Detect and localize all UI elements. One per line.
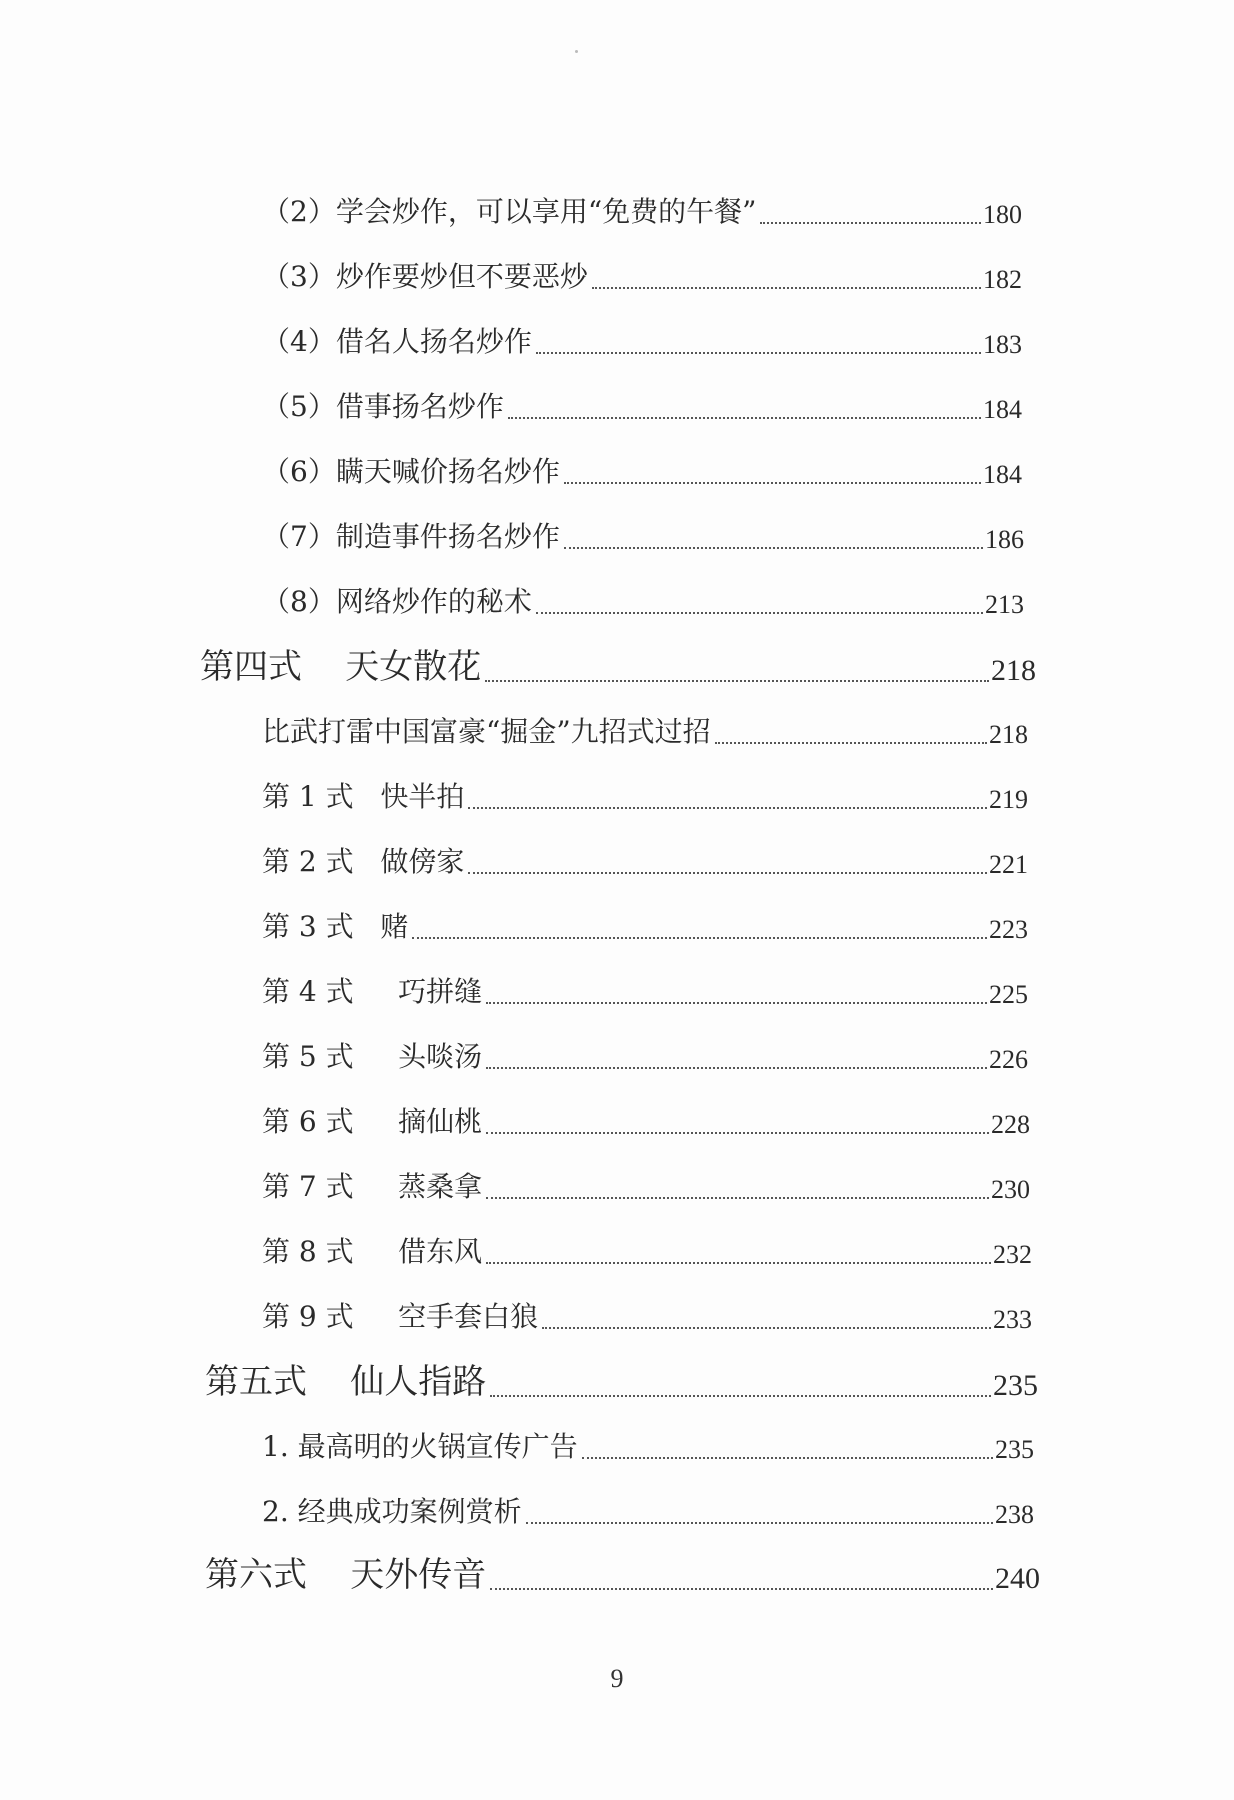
dot-leader xyxy=(490,1395,991,1397)
toc-entry-page: 184 xyxy=(983,460,1022,489)
dot-leader xyxy=(486,1067,987,1069)
toc-entry-title: （3）炒作要炒但不要恶炒 xyxy=(262,260,588,293)
dot-leader xyxy=(536,612,983,614)
dot-leader xyxy=(490,1588,993,1590)
dot-leader xyxy=(486,1132,989,1134)
toc-entry xyxy=(262,580,1024,620)
toc-entry-page: 232 xyxy=(993,1240,1032,1269)
toc-chapter xyxy=(205,1355,1038,1403)
toc-entry-page: 233 xyxy=(993,1305,1032,1334)
toc-entry-title: （2）学会炒作，可以享用“免费的午餐” xyxy=(262,195,757,228)
dot-leader xyxy=(715,742,987,744)
toc-entry-page: 221 xyxy=(989,850,1028,879)
toc-entry xyxy=(262,255,1022,295)
toc-chapter-title: 第五式 仙人指路 xyxy=(205,1362,487,1402)
dot-leader xyxy=(485,680,989,682)
toc-entry xyxy=(262,385,1022,425)
toc-entry xyxy=(262,450,1022,490)
dot-leader xyxy=(526,1522,993,1524)
toc-entry xyxy=(262,840,1028,880)
toc-chapter-title: 第四式 天女散花 xyxy=(200,647,482,687)
toc-entry xyxy=(262,1425,1034,1465)
toc-entry-title: 第 8 式 借东风 xyxy=(262,1235,483,1268)
toc-entry-page: 238 xyxy=(995,1500,1034,1529)
toc-entry-page: 183 xyxy=(983,330,1022,359)
toc-entry-title: 2. 经典成功案例赏析 xyxy=(262,1495,522,1528)
toc-entry-title: （6）瞒天喊价扬名炒作 xyxy=(262,455,560,488)
toc-entry-title: （5）借事扬名炒作 xyxy=(262,390,504,423)
toc-entry xyxy=(262,905,1028,945)
toc-entry xyxy=(262,775,1028,815)
toc-entry xyxy=(262,1230,1032,1270)
toc-entry-title: （8）网络炒作的秘术 xyxy=(262,585,532,618)
toc-entry-page: 230 xyxy=(991,1175,1030,1204)
toc-entry-page: 218 xyxy=(989,720,1028,749)
toc-entry-title: 第 1 式 快半拍 xyxy=(262,780,465,813)
dot-leader xyxy=(468,872,987,874)
toc-chapter xyxy=(200,640,1036,688)
toc-entry-page: 228 xyxy=(991,1110,1030,1139)
toc-entry-title: 1. 最高明的火锅宣传广告 xyxy=(262,1430,578,1463)
toc-entry-title: 第 2 式 做傍家 xyxy=(262,845,465,878)
toc-entry-title: （7）制造事件扬名炒作 xyxy=(262,520,560,553)
dot-leader xyxy=(468,807,987,809)
toc-entry-page: 186 xyxy=(985,525,1024,554)
toc-entry-page: 213 xyxy=(985,590,1024,619)
toc-entry xyxy=(262,1100,1030,1140)
dot-leader xyxy=(542,1327,991,1329)
toc-entry-title: 第 6 式 摘仙桃 xyxy=(262,1105,483,1138)
toc-entry-title: 比武打雷中国富豪“掘金”九招式过招 xyxy=(262,715,711,748)
dot-leader xyxy=(564,482,981,484)
toc-chapter-title: 第六式 天外传音 xyxy=(205,1555,487,1595)
toc-entry xyxy=(262,1490,1034,1530)
toc-entry-title: 第 3 式 赌 xyxy=(262,910,409,943)
dot-leader xyxy=(760,222,981,224)
toc-chapter-page: 235 xyxy=(993,1369,1038,1402)
toc-entry-title: （4）借名人扬名炒作 xyxy=(262,325,532,358)
toc-entry-title: 第 9 式 空手套白狼 xyxy=(262,1300,539,1333)
toc-entry xyxy=(262,190,1022,230)
dot-leader xyxy=(564,547,983,549)
dot-leader xyxy=(582,1457,993,1459)
toc-entry-page: 226 xyxy=(989,1045,1028,1074)
dot-leader xyxy=(486,1002,987,1004)
dot-leader xyxy=(592,287,981,289)
toc-entry-page: 235 xyxy=(995,1435,1034,1464)
dot-leader xyxy=(536,352,981,354)
toc-entry xyxy=(262,1295,1032,1335)
toc-entry xyxy=(262,710,1028,750)
toc-entry xyxy=(262,970,1028,1010)
toc-entry-page: 223 xyxy=(989,915,1028,944)
toc-entry-title: 第 4 式 巧拼缝 xyxy=(262,975,483,1008)
toc-entry xyxy=(262,515,1024,555)
dot-leader xyxy=(486,1262,991,1264)
scan-speck xyxy=(575,50,578,53)
toc-entry xyxy=(262,1165,1030,1205)
dot-leader xyxy=(508,417,981,419)
toc-entry xyxy=(262,1035,1028,1075)
toc-entry-page: 180 xyxy=(983,200,1022,229)
toc-entry-page: 182 xyxy=(983,265,1022,294)
toc-chapter-page: 240 xyxy=(995,1562,1040,1595)
toc-entry xyxy=(262,320,1022,360)
toc-entry-title: 第 7 式 蒸桑拿 xyxy=(262,1170,483,1203)
dot-leader xyxy=(412,937,987,939)
toc-entry-page: 225 xyxy=(989,980,1028,1009)
toc-chapter xyxy=(205,1548,1040,1596)
toc-entry-page: 219 xyxy=(989,785,1028,814)
toc-chapter-page: 218 xyxy=(991,654,1036,687)
toc-entry-page: 184 xyxy=(983,395,1022,424)
dot-leader xyxy=(486,1197,989,1199)
page-number: 9 xyxy=(610,1664,624,1693)
toc-entry-title: 第 5 式 头啖汤 xyxy=(262,1040,483,1073)
